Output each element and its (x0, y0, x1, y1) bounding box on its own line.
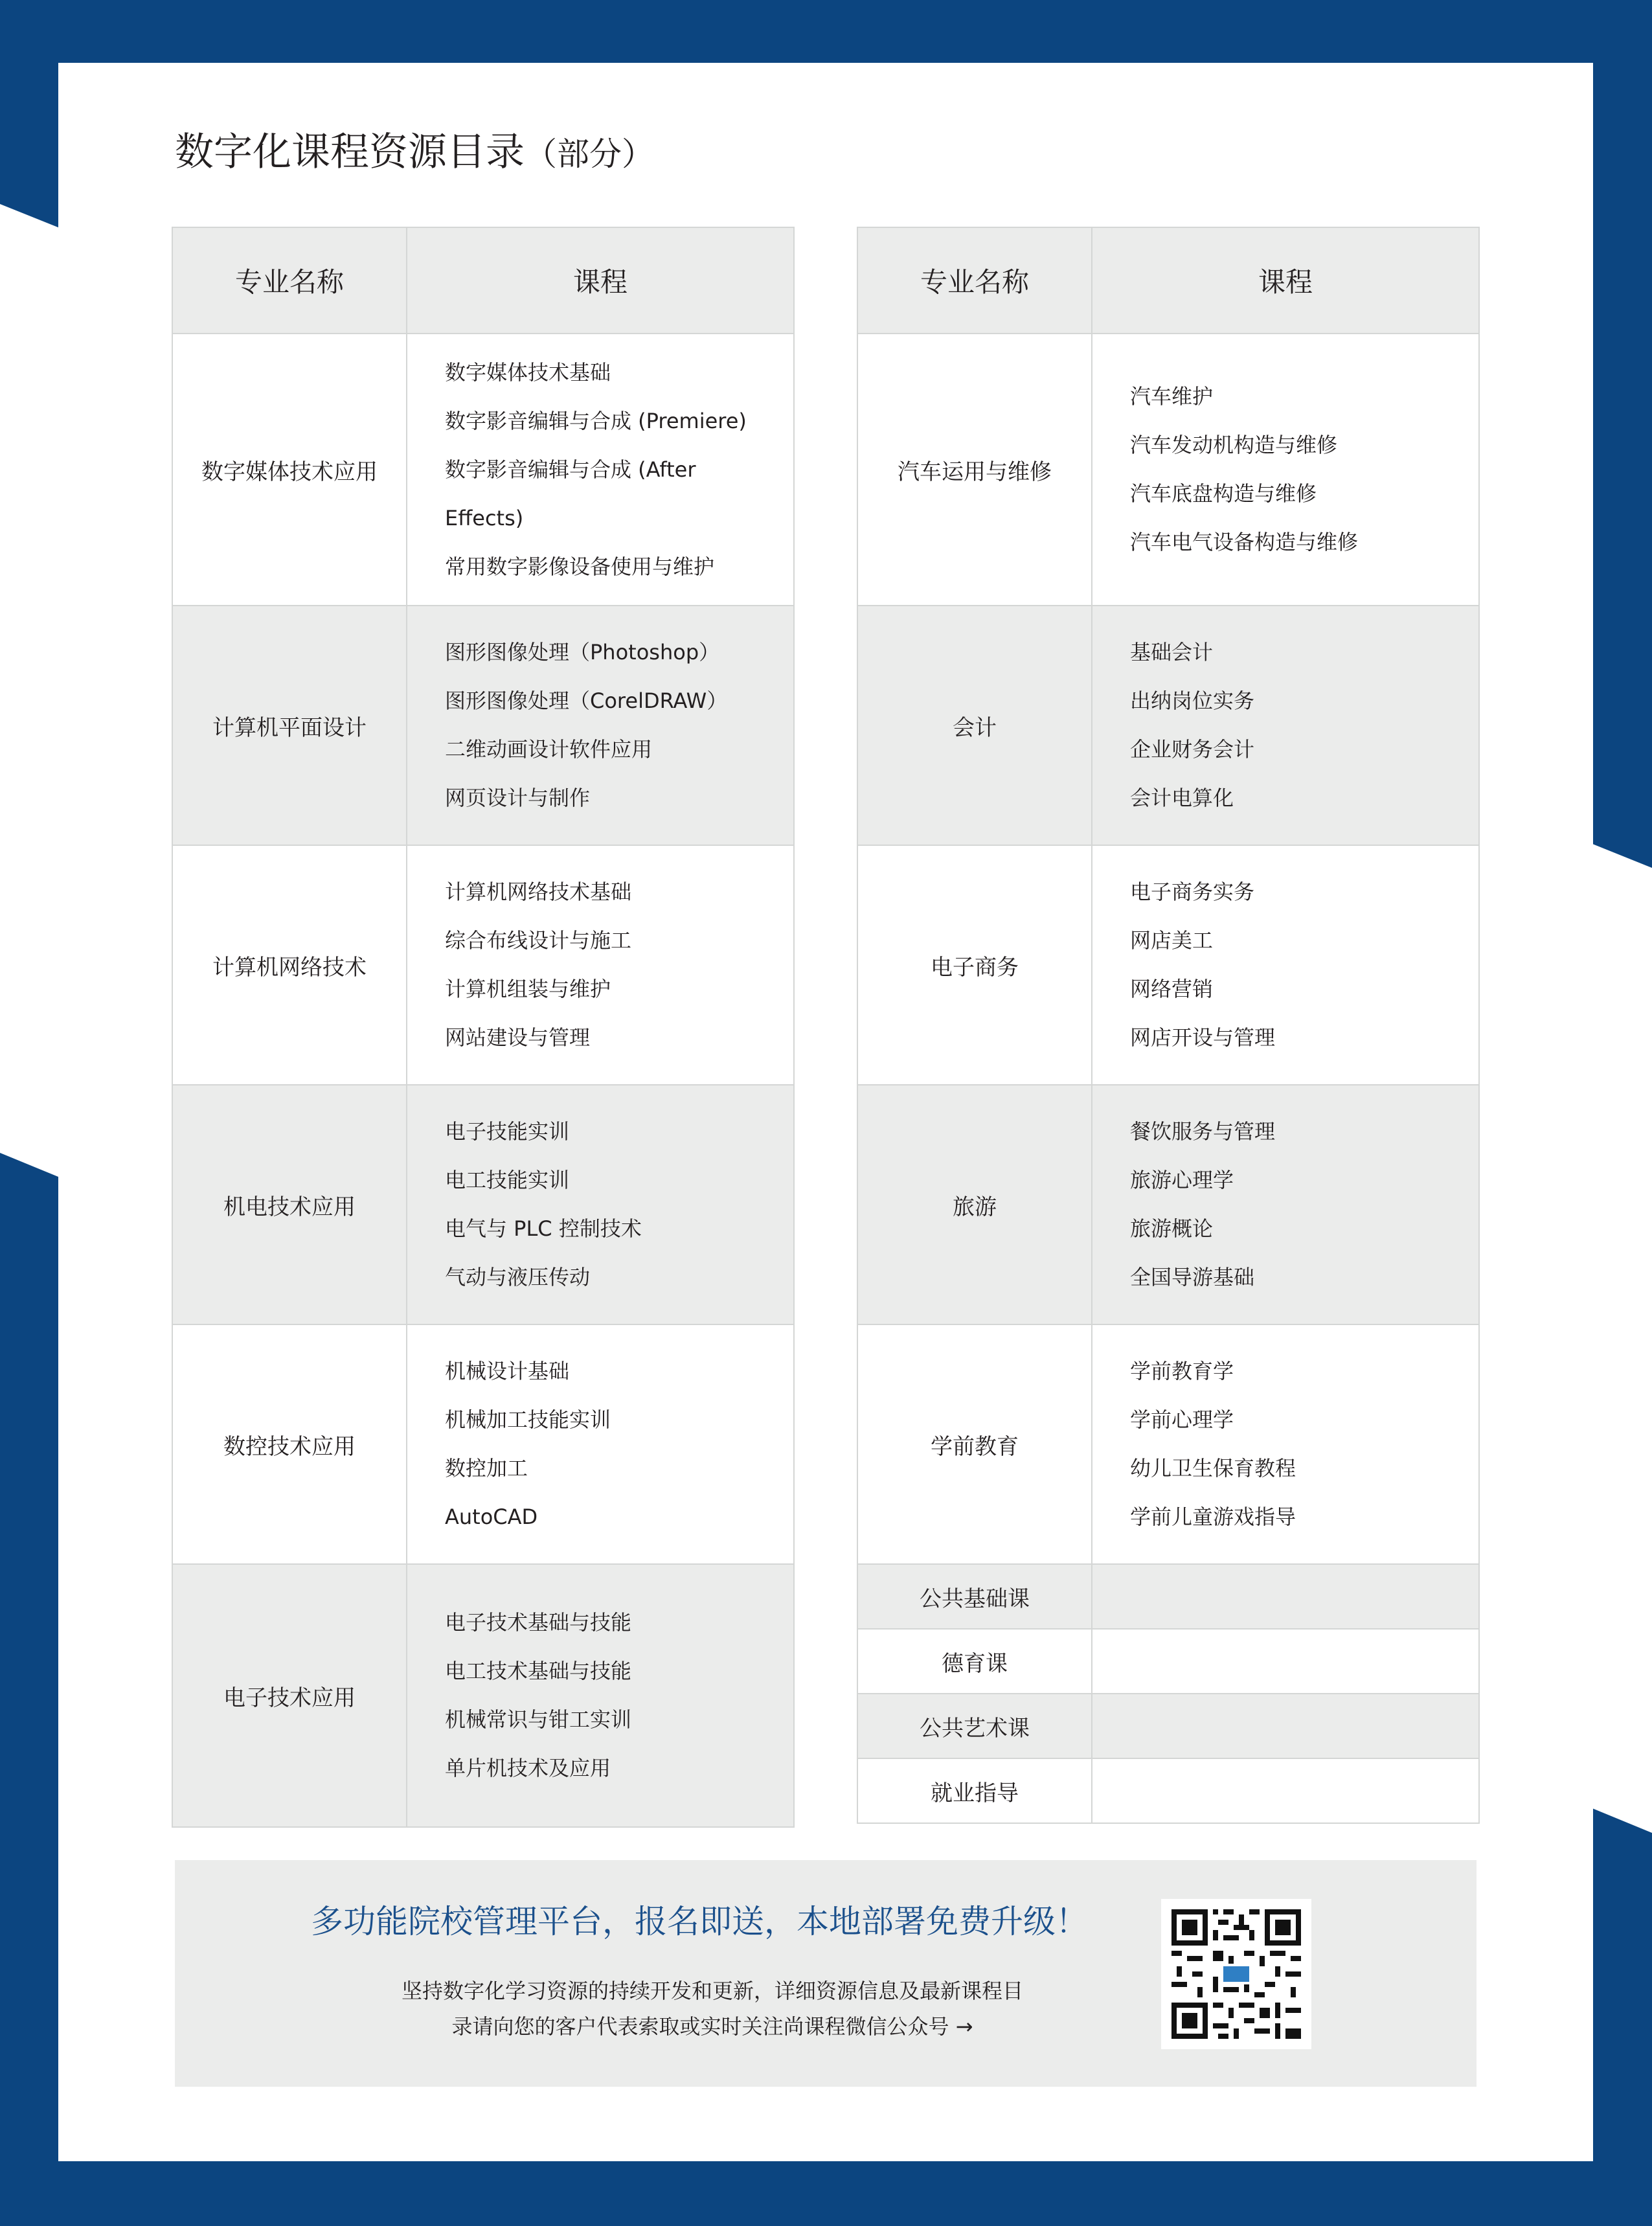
table-row (857, 1694, 1479, 1758)
table-row (857, 1324, 1479, 1564)
course-item: 网站建设与管理 (445, 1025, 591, 1050)
promo-headline: 多功能院校管理平台，报名即送，本地部署免费升级！ (311, 1903, 1088, 1940)
major-name: 汽车运用与维修 (857, 334, 1092, 606)
course-item: 网店美工 (1130, 928, 1214, 953)
course-item: 幼儿卫生保育教程 (1130, 1456, 1296, 1481)
course-item: 基础会计 (1130, 640, 1214, 664)
left-course-table (172, 227, 795, 1828)
course-item: 数字影音编辑与合成 (After (445, 457, 696, 482)
course-item: 学前心理学 (1130, 1407, 1234, 1432)
table-row (172, 1085, 794, 1324)
course-item: 图形图像处理（CorelDRAW） (445, 688, 728, 713)
course-item: 电工技能实训 (445, 1168, 570, 1192)
right-course-table (857, 227, 1480, 1824)
course-item: 汽车发动机构造与维修 (1130, 433, 1338, 457)
major-name: 公共基础课 (857, 1564, 1092, 1629)
course-item: 电工技术基础与技能 (445, 1659, 632, 1683)
course-item: 出纳岗位实务 (1130, 688, 1255, 713)
table-row (857, 1564, 1479, 1629)
major-name: 学前教育 (857, 1324, 1092, 1564)
major-name: 数字媒体技术应用 (172, 334, 407, 606)
course-item: 企业财务会计 (1130, 737, 1255, 762)
qr-code-icon (1161, 1899, 1311, 2049)
course-item: 会计电算化 (1130, 786, 1234, 810)
course-item: 数控加工 (445, 1456, 528, 1481)
table-row (172, 1324, 794, 1564)
table-row (857, 606, 1479, 845)
course-item: 机械加工技能实训 (445, 1407, 611, 1432)
course-item: 二维动画设计软件应用 (445, 737, 653, 762)
course-list (1092, 334, 1479, 606)
major-name: 数控技术应用 (172, 1324, 407, 1564)
course-item: 计算机组装与维护 (445, 977, 611, 1001)
major-name: 旅游 (857, 1085, 1092, 1324)
course-list (1092, 606, 1479, 845)
course-item: AutoCAD (445, 1505, 538, 1529)
course-item: 旅游心理学 (1130, 1168, 1234, 1192)
table-row (857, 1085, 1479, 1324)
course-item: 电子技术基础与技能 (445, 1610, 632, 1635)
table-row (172, 845, 794, 1085)
table-row (857, 1758, 1479, 1823)
course-item: 常用数字影像设备使用与维护 (445, 554, 715, 579)
major-name: 计算机网络技术 (172, 845, 407, 1085)
major-name: 机电技术应用 (172, 1085, 407, 1324)
major-header: 专业名称 (172, 227, 407, 334)
course-item: 汽车底盘构造与维修 (1130, 481, 1317, 506)
course-header: 课程 (407, 227, 794, 334)
major-name: 电子技术应用 (172, 1564, 407, 1827)
empty-cell (1092, 1758, 1479, 1823)
course-item: 网店开设与管理 (1130, 1025, 1276, 1050)
course-item: 单片机技术及应用 (445, 1756, 611, 1780)
major-name: 会计 (857, 606, 1092, 845)
course-item: 旅游概论 (1130, 1216, 1214, 1241)
table-row (857, 1629, 1479, 1694)
course-header: 课程 (1092, 227, 1479, 334)
course-list (407, 1085, 794, 1324)
course-list (407, 334, 794, 606)
major-name: 计算机平面设计 (172, 606, 407, 845)
course-item: 电气与 PLC 控制技术 (445, 1216, 642, 1241)
course-item: 机械设计基础 (445, 1359, 570, 1383)
promo-description-line: 坚持数字化学习资源的持续开发和更新，详细资源信息及最新课程目 (401, 1979, 1023, 2003)
empty-cell (1092, 1694, 1479, 1758)
major-header: 专业名称 (857, 227, 1092, 334)
promo-description (369, 1973, 1056, 2045)
course-list (1092, 1085, 1479, 1324)
course-item: 气动与液压传动 (445, 1265, 591, 1289)
major-name: 德育课 (857, 1629, 1092, 1694)
table-row (857, 334, 1479, 606)
promo-description-line: 录请向您的客户代表索取或实时关注尚课程微信公众号 → (451, 2014, 973, 2039)
course-item: 汽车电气设备构造与维修 (1130, 530, 1359, 554)
course-item: 全国导游基础 (1130, 1265, 1255, 1289)
catalog-page (58, 63, 1593, 2161)
course-item: 数字影音编辑与合成 (Premiere) (445, 408, 747, 433)
course-list (407, 1564, 794, 1827)
course-item: 网络营销 (1130, 977, 1214, 1001)
course-item: 电子商务实务 (1130, 880, 1255, 904)
course-list (407, 845, 794, 1085)
title-subtitle: （部分） (525, 135, 654, 173)
course-item: 综合布线设计与施工 (445, 928, 632, 953)
major-name: 电子商务 (857, 845, 1092, 1085)
course-item: 计算机网络技术基础 (445, 880, 632, 904)
course-item: 数字媒体技术基础 (445, 359, 611, 385)
table-row (172, 606, 794, 845)
major-name: 公共艺术课 (857, 1694, 1092, 1758)
table-row (857, 845, 1479, 1085)
course-item: 图形图像处理（Photoshop） (445, 640, 720, 664)
major-name: 就业指导 (857, 1758, 1092, 1823)
table-row (172, 334, 794, 606)
table-row (172, 1564, 794, 1827)
page-title (175, 121, 654, 177)
course-list (1092, 1324, 1479, 1564)
empty-cell (1092, 1564, 1479, 1629)
course-item: 汽车维护 (1130, 384, 1214, 409)
course-item: 网页设计与制作 (445, 786, 591, 810)
title-main: 数字化课程资源目录 (175, 130, 525, 175)
course-list (407, 1324, 794, 1564)
empty-cell (1092, 1629, 1479, 1694)
course-list (407, 606, 794, 845)
course-item: 机械常识与钳工实训 (445, 1707, 632, 1732)
course-item: 学前教育学 (1130, 1359, 1234, 1383)
course-list (1092, 845, 1479, 1085)
course-item: 餐饮服务与管理 (1130, 1119, 1276, 1144)
course-item: Effects) (445, 505, 524, 530)
course-item: 学前儿童游戏指导 (1130, 1505, 1296, 1529)
promo-footer (175, 1860, 1477, 2087)
course-item: 电子技能实训 (445, 1119, 570, 1144)
